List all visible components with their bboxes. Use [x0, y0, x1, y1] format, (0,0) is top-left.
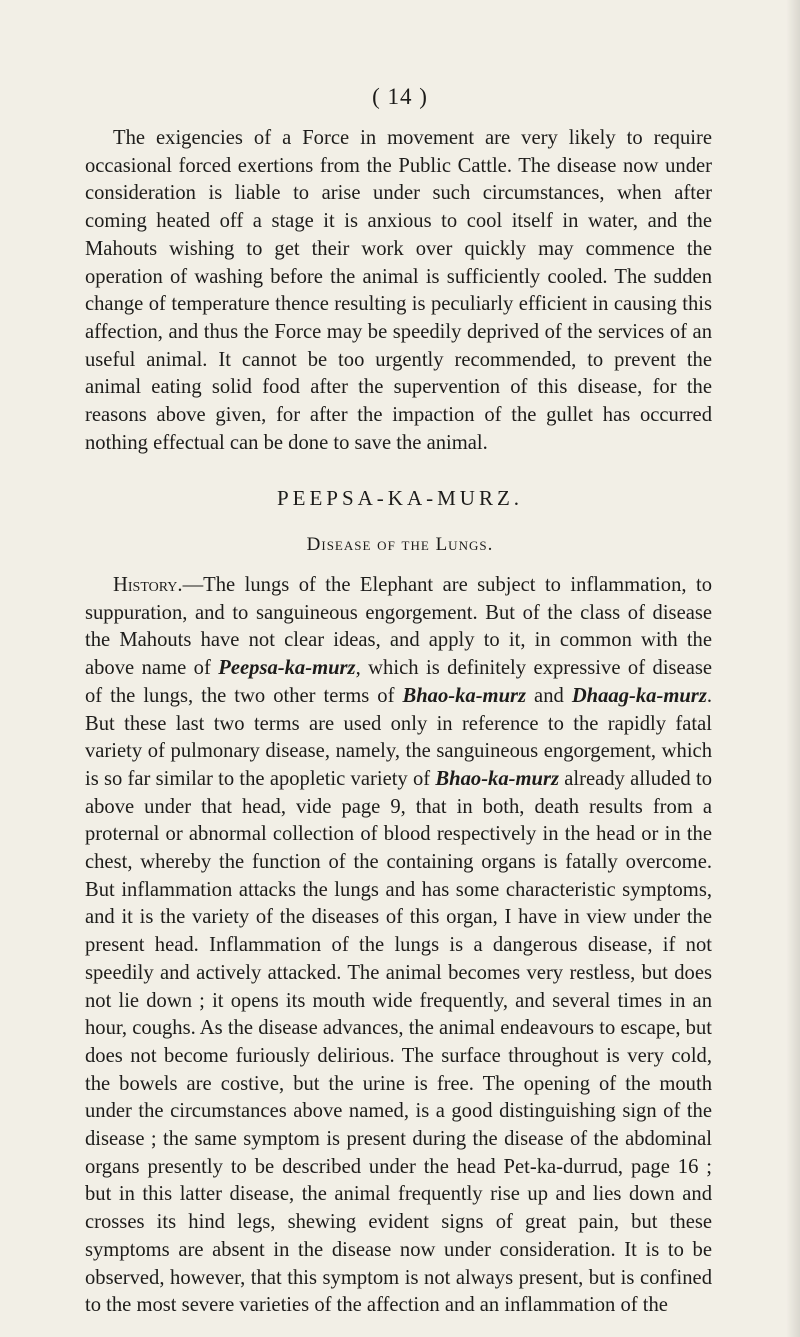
term-dhaag-ka-murz: Dhaag-ka-murz	[571, 684, 707, 707]
history-text-5: already alluded to above under that head, vide page 9, that in both, death results from a proternal or abnormal collection of blood respectively in the head or in the chest, whereby the function of the containing organs is fatally overcome. But inflammation attacks the lungs and has some characteristic symptoms, and it is the variety of the diseases of this organ, I have in view under the present head. Inflammation of the lungs is a dangerous disease, if not speedily and actively attacked. The animal becomes very restless, but does not lie down ; it opens its mouth wide frequently, and several times in an hour, coughs. As the disease advances, the animal endeavours to escape, but does not become furiously delirious. The surface throughout is very cold, the bowels are costive, but the urine is free. The opening of the mouth under the circumstances above named, is a good distinguishing sign of the disease ; the same symptom is present during the disease of the abdominal organs presently to be described under the head Pet-ka-durrud, page 16 ; but in this latter disease, the animal frequently rise up and lies down and crosses its hind legs, shewing evident signs of great pain, but these symptoms are absent in the disease now under consideration. It is to be observed, however, that this symptom is not always present, but is confined to the most severe varieties of the affection and an inflammation of the	[85, 767, 712, 1317]
history-label: History.	[113, 574, 183, 596]
page-number: ( 14 )	[372, 84, 428, 109]
opening-paragraph-block	[85, 125, 712, 457]
term-bhao-ka-murz: Bhao-ka-murz	[402, 684, 527, 707]
term-bhao-ka-murz-2: Bhao-ka-murz	[435, 767, 559, 790]
history-text-3: and	[526, 684, 572, 707]
history-text-2: , which is definitely expressive of disease of the lungs, the two other terms of	[85, 657, 712, 707]
term-peepsa-ka-murz: Peepsa-ka-murz	[218, 657, 356, 680]
section-subheading: Disease of the Lungs.	[306, 534, 494, 555]
history-text-intro: —The lungs of the Elephant are subject to inflammation, to suppuration, and to sanguineous engorgement. But of the class of disease the Mahouts have not clear ideas, and apply to it, in common with the above name of	[85, 574, 712, 680]
history-paragraph-block	[85, 572, 712, 1320]
section-heading: PEEPSA-KA-MURZ.	[276, 486, 524, 510]
history-paragraph	[85, 572, 712, 1320]
opening-paragraph: The exigencies of a Force in movement are very likely to require occasional forced exertions from the Public Cattle. The disease now under consideration is liable to arise under such circumstances, when after coming heated off a stage it is anxious to cool itself in water, and the Mahouts wishing to get their work over quickly may commence the operation of washing before the animal is sufficiently cooled. The sudden change of temperature thence resulting is peculiarly efficient in causing this affection, and thus the Force may be speedily deprived of the services of an useful animal. It cannot be too urgently recommended, to prevent the animal eating solid food after the supervention of this disease, for the reasons above given, for after the impaction of the gullet has occurred nothing effectual can be done to save the animal.	[85, 127, 712, 454]
page-edge-shadow	[786, 0, 800, 1337]
history-text-4: . But these last two terms are used only in reference to the rapidly fatal variety of pulmonary disease, namely, the sanguineous engorgement, which is so far similar to the apopletic variety of	[85, 684, 712, 790]
